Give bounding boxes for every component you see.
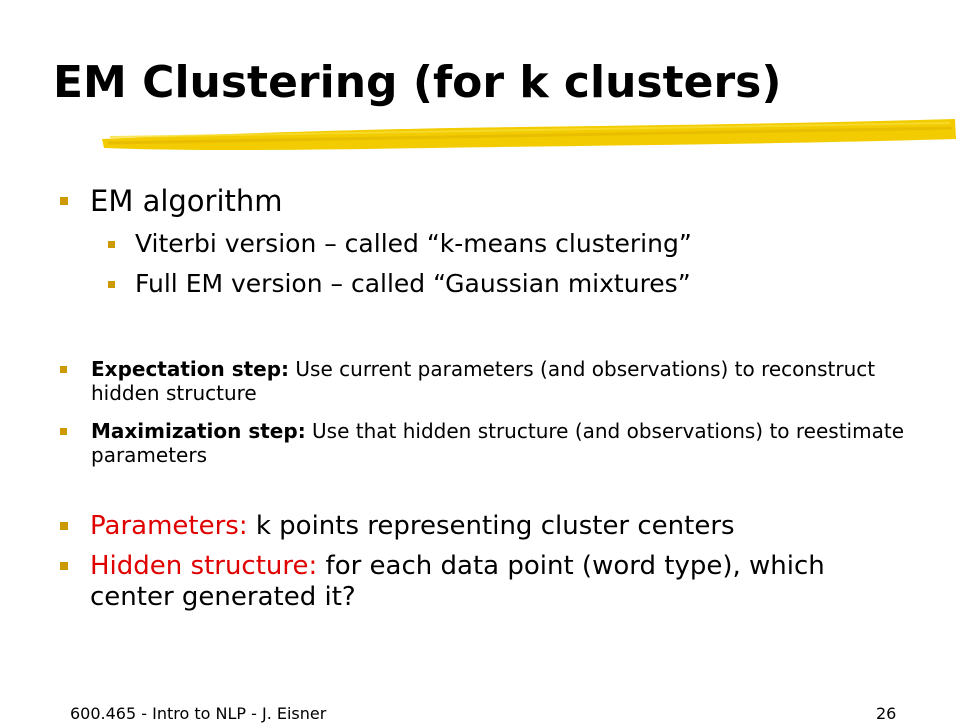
- expectation-text: Use current parameters (and observations) to reconstruct hidden structure: [91, 357, 876, 405]
- sub-bullet-full-em: [58, 269, 908, 299]
- maximization-text: Use that hidden structure (and observations) to reestimate parameters: [91, 419, 904, 467]
- bullet-text: [91, 419, 908, 467]
- sub-bullet-text: Full EM version – called “Gaussian mixtures”: [135, 269, 691, 298]
- title-highlight-stroke: [100, 112, 960, 162]
- bullet-hidden-structure: [58, 551, 908, 613]
- square-bullet-icon: [108, 241, 115, 248]
- bullet-parameters: [58, 511, 908, 542]
- hidden-structure-text: for each data point (word type), which center generated it?: [90, 551, 825, 612]
- bullet-text: [91, 357, 908, 405]
- bullet-em-algorithm: [58, 184, 908, 218]
- slide-title: EM Clustering (for k clusters): [53, 57, 782, 108]
- parameters-label: Parameters:: [90, 511, 248, 541]
- bullet-text: [90, 551, 908, 613]
- expectation-label: Expectation step:: [91, 357, 290, 381]
- sub-bullet-viterbi: [58, 229, 908, 259]
- hidden-structure-label: Hidden structure:: [90, 551, 318, 581]
- bullet-text: EM algorithm: [90, 184, 283, 218]
- square-bullet-icon: [108, 281, 115, 288]
- slide-body: [58, 180, 908, 613]
- footer-course: 600.465 - Intro to NLP - J. Eisner: [70, 704, 327, 723]
- bullet-text: [90, 511, 735, 542]
- maximization-label: Maximization step:: [91, 419, 306, 443]
- bullet-maximization-step: [58, 419, 908, 467]
- footer-page-number: 26: [876, 704, 897, 723]
- square-bullet-icon: [60, 562, 68, 570]
- square-bullet-icon: [60, 522, 68, 530]
- square-bullet-icon: [60, 366, 67, 373]
- sub-bullet-text: Viterbi version – called “k-means clustering”: [135, 229, 692, 258]
- square-bullet-icon: [60, 197, 68, 205]
- parameters-text: k points representing cluster centers: [247, 511, 735, 541]
- square-bullet-icon: [60, 428, 67, 435]
- bullet-expectation-step: [58, 357, 908, 405]
